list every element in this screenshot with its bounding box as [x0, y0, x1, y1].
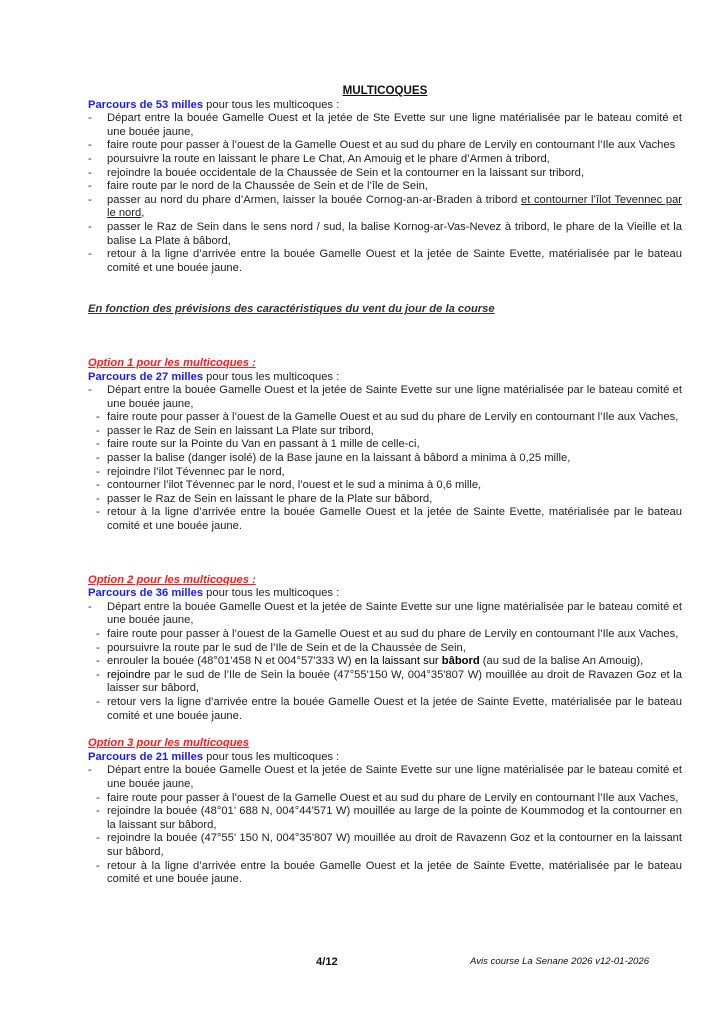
course-distance-line — [88, 99, 682, 113]
bold-text: bâbord — [441, 655, 480, 668]
course-steps-list — [88, 112, 682, 275]
list-item-text: retour vers la ligne d’arrivée entre la bouée Gamelle Ouest et la jetée de Sainte Evette, matérialisée par le bateau comité et une bouée jaune. — [107, 695, 682, 722]
dash-bullet-icon: - — [88, 152, 92, 165]
list-item-text: passer au nord du phare d’Armen, laisser la bouée Cornog-an-ar-Braden à tribord — [107, 193, 521, 206]
list-item-text: passer le Raz de Sein dans le sens nord / sud, la balise Kornog-ar-Vas-Nevez à tribord, le phare de la Vieille et la balise La Plate à bâbord, — [107, 220, 682, 247]
dash-bullet-icon: - — [96, 859, 100, 872]
list-item-text-end: (au sud de la balise An Amouig), — [479, 655, 644, 668]
list-item — [88, 139, 682, 153]
dash-bullet-icon: - — [96, 655, 100, 668]
list-item-text: par le sud de l’Ile de Sein la bouée (47°55'150 W, 004°35'807 W) mouillée au droit de Ravazen Goz et la laisser sur bâbord, — [107, 668, 682, 695]
list-item-text: rejoindre la bouée (47°55’ 150 N, 004°35'807 W) mouillée au droit de Ravazenn Goz et la contourner en la laissant sur bâbord, — [107, 832, 682, 858]
option-2-section — [88, 574, 682, 724]
page-title: MULTICOQUES — [342, 84, 428, 97]
list-item — [88, 384, 682, 411]
list-item — [88, 180, 682, 194]
list-item — [88, 696, 682, 723]
list-item-text: faire route pour passer à l’ouest de la Gamelle Ouest et au sud du phare de Lervily en contournant l’Ile aux Vaches, — [107, 411, 679, 424]
option-1-distance-suffix: pour tous les multicoques : — [203, 370, 340, 383]
list-item — [88, 112, 682, 139]
option-3-distance-suffix: pour tous les multicoques : — [203, 750, 340, 763]
dash-bullet-icon: - — [88, 112, 92, 125]
list-item — [88, 642, 682, 656]
dash-bullet-icon: - — [96, 832, 100, 845]
list-item — [88, 194, 682, 221]
list-item — [88, 832, 682, 859]
list-item — [88, 860, 682, 887]
list-item-text: Départ entre la bouée Gamelle Ouest et la jetée de Ste Evette sur une ligne matérialisée par le bateau comité et une bouée jaune, — [107, 112, 682, 138]
dash-bullet-icon: - — [96, 479, 100, 492]
list-item — [88, 805, 682, 832]
dash-bullet-icon: - — [88, 384, 92, 397]
list-item-text-end: , — [141, 207, 145, 220]
course-distance: Parcours de 53 milles — [88, 98, 204, 111]
option-1-section — [88, 357, 682, 534]
list-item — [88, 655, 682, 669]
list-item-text: retour à la ligne d’arrivée entre la bouée Gamelle Ouest et la jetée de Sainte Evette, matérialisée par le bateau comité et une bouée jaune. — [107, 506, 682, 533]
dash-bullet-icon: - — [96, 452, 100, 465]
dash-bullet-icon: - — [88, 139, 92, 152]
list-item — [88, 628, 682, 642]
list-item-text: passer la balise (danger isolé) de la Base jaune en la laissant à bâbord a minima à 0,25 mille, — [107, 452, 571, 465]
main-course-section — [88, 99, 682, 276]
option-2-title: Option 2 pour les multicoques : — [88, 573, 256, 586]
list-item — [88, 466, 682, 480]
option-1-distance-line — [88, 371, 682, 385]
option-2-steps-list — [88, 601, 682, 723]
dash-bullet-icon: - — [96, 791, 100, 804]
list-item-text: retour à la ligne d’arrivée entre la bouée Gamelle Ouest et la jetée de Sainte Evette, matérialisée par le bateau comité et une bouée jaune. — [107, 248, 682, 274]
list-item-text: passer le Raz de Sein en laissant le phare de la Plate sur bâbord, — [107, 492, 433, 505]
list-item-text: enrouler la bouée (48°01'458 N et 004°57'333 W) — [107, 655, 355, 668]
option-1-distance: Parcours de 27 milles — [88, 370, 204, 383]
list-item-text: poursuivre la route en laissant le phare Le Chat, An Amouig et le phare d’Armen à tribord, — [107, 152, 550, 165]
list-item — [88, 221, 682, 248]
document-reference: Avis course La Senane 2026 v12-01-2026 — [470, 956, 650, 967]
dash-bullet-icon: - — [96, 465, 100, 478]
list-item-text: faire route pour passer à l’ouest de la Gamelle Ouest et au sud du phare de Lervily en contournant l’Ile aux Vaches — [107, 139, 676, 152]
list-item-text: faire route pour passer à l’ouest de la Gamelle Ouest et au sud du phare de Lervily en contournant l’Ile aux Vaches, — [107, 791, 679, 804]
list-item-text: poursuivre la route par le sud de l’Ile de Sein et de la Chaussée de Sein, — [107, 641, 466, 654]
emphasis-text: rejoindre — [107, 668, 151, 681]
dash-bullet-icon: - — [96, 492, 100, 505]
dash-bullet-icon: - — [88, 166, 92, 179]
list-item — [88, 167, 682, 181]
wind-forecast-note: En fonction des prévisions des caractéristiques du vent du jour de la course — [88, 303, 495, 316]
list-item-text: faire route pour passer à l’ouest de la Gamelle Ouest et au sud du phare de Lervily en contournant l’Ile aux Vaches, — [107, 628, 679, 640]
page-number: 4/12 — [316, 956, 338, 968]
list-item — [88, 764, 682, 791]
dash-bullet-icon: - — [96, 805, 100, 818]
list-item — [88, 248, 682, 275]
option-2-distance-suffix: pour tous les multicoques : — [203, 587, 340, 600]
list-item — [88, 493, 682, 507]
option-3-title: Option 3 pour les multicoques — [88, 737, 249, 750]
list-item-text: Départ entre la bouée Gamelle Ouest et la jetée de Sainte Evette sur une ligne matérialisée par le bateau comité et une bouée jaune, — [107, 764, 682, 790]
list-item — [88, 411, 682, 425]
dash-bullet-icon: - — [88, 600, 92, 613]
dash-bullet-icon: - — [96, 506, 100, 519]
list-item — [88, 452, 682, 466]
option-1-steps-list — [88, 384, 682, 534]
option-3-section — [88, 737, 682, 887]
option-2-distance-line — [88, 587, 682, 601]
page-content — [88, 84, 682, 887]
list-item — [88, 479, 682, 493]
list-item-text: faire route sur la Pointe du Van en passant à 1 mille de celle-ci, — [107, 438, 420, 451]
dash-bullet-icon: - — [96, 438, 100, 451]
list-item — [88, 153, 682, 167]
underlined-text: et contourner l’îlot Tevennec par le nord — [107, 193, 683, 220]
dash-bullet-icon: - — [88, 248, 92, 261]
option-2-distance: Parcours de 36 milles — [88, 587, 204, 600]
dash-bullet-icon: - — [88, 764, 92, 777]
list-item-text: contourner l’ilot Tévennec par le nord, l’ouest et le sud a minima à 0,6 mille, — [107, 479, 482, 492]
list-item-text: rejoindre la bouée occidentale de la Chaussée de Sein et la contourner en la laissant sur tribord, — [107, 166, 585, 179]
list-item — [88, 425, 682, 439]
option-3-distance-line — [88, 751, 682, 765]
list-item-text: Départ entre la bouée Gamelle Ouest et la jetée de Sainte Evette sur une ligne matérialisée par le bateau comité et une bouée jaune, — [107, 600, 682, 627]
list-item-text: Départ entre la bouée Gamelle Ouest et la jetée de Sainte Evette sur une ligne matérialisée par le bateau comité et une bouée jaune, — [107, 384, 682, 410]
list-item-text: retour à la ligne d’arrivée entre la bouée Gamelle Ouest et la jetée de Sainte Evette, matérialisée par le bateau comité et une bouée jaune. — [107, 859, 682, 886]
list-item-text: rejoindre l’ilot Tévennec par le nord, — [107, 465, 285, 478]
emphasis-text: en la laissant sur — [354, 655, 442, 668]
dash-bullet-icon: - — [96, 411, 100, 424]
list-item — [88, 792, 682, 806]
list-item — [88, 601, 682, 628]
list-item — [88, 669, 682, 696]
dash-bullet-icon: - — [96, 695, 100, 708]
dash-bullet-icon: - — [88, 220, 92, 233]
list-item — [88, 438, 682, 452]
option-1-title: Option 1 pour les multicoques : — [88, 356, 256, 369]
list-item-text: faire route par le nord de la Chaussée de Sein et de l’île de Sein, — [107, 180, 428, 193]
course-distance-suffix: pour tous les multicoques : — [203, 98, 340, 111]
dash-bullet-icon: - — [96, 628, 100, 640]
list-item-text: rejoindre la bouée (48°01’ 688 N, 004°44'571 W) mouillée au large de la pointe de Koummodog et la contourner en la laissant sur bâbord, — [107, 805, 682, 831]
option-3-distance: Parcours de 21 milles — [88, 750, 204, 763]
dash-bullet-icon: - — [96, 668, 100, 681]
option-3-steps-list — [88, 764, 682, 886]
dash-bullet-icon: - — [96, 641, 100, 654]
dash-bullet-icon: - — [88, 193, 92, 206]
dash-bullet-icon: - — [88, 180, 92, 193]
dash-bullet-icon: - — [96, 424, 100, 437]
list-item — [88, 506, 682, 533]
list-item-text: passer le Raz de Sein en laissant La Plate sur tribord, — [107, 424, 374, 437]
